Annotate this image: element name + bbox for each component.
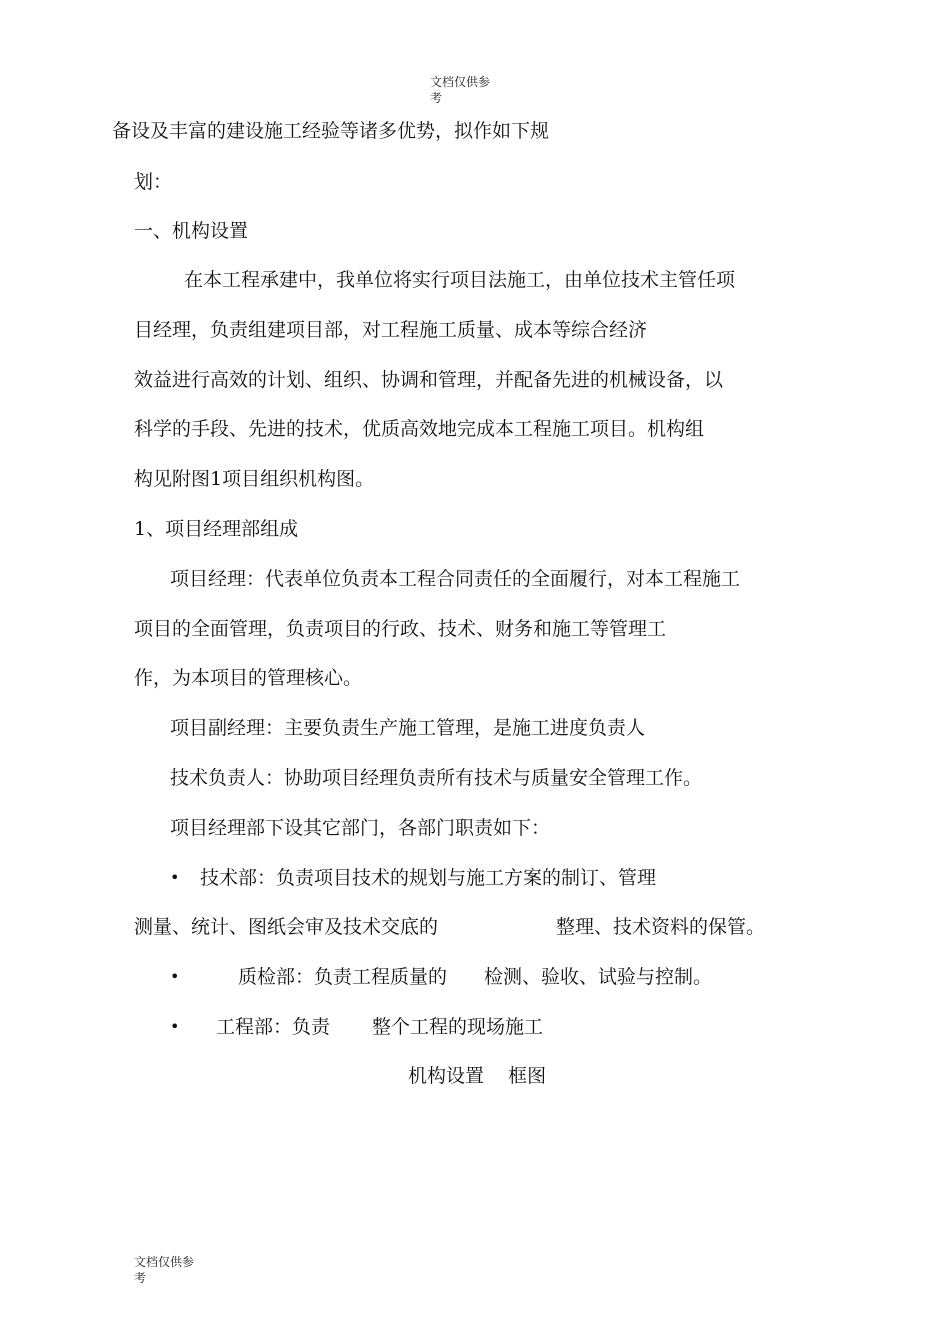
bullet-marker: • (170, 1017, 180, 1036)
paragraph-line: 构见附图1项目组织机构图。 (134, 468, 375, 490)
paragraph-line: 项目副经理：主要负责生产施工管理，是施工进度负责人 (170, 717, 646, 739)
list-item: 技术部：负责项目技术的规划与施工方案的制订、管理 (200, 867, 657, 889)
paragraph-line: 项目经理部下设其它部门，各部门职责如下： (170, 817, 551, 839)
header-line: 考 (430, 91, 443, 105)
paragraph-line: 在本工程承建中，我单位将实行项目法施工，由单位技术主管任项 (184, 269, 736, 291)
figure-caption: 机构设置 框图 (408, 1065, 547, 1087)
list-item: 质检部：负责工程质量的 (238, 966, 448, 988)
list-item: 整个工程的现场施工 (372, 1016, 544, 1038)
paragraph-line: 划： (134, 171, 173, 193)
footer-line: 文档仅供参 (134, 1255, 195, 1269)
section-heading: 1、项目经理部组成 (134, 518, 299, 540)
footer-line: 考 (134, 1271, 147, 1285)
paragraph-line: 备设及丰富的建设施工经验等诸多优势，拟作如下规 (112, 120, 550, 142)
paragraph-line: 整理、技术资料的保管。 (556, 916, 766, 938)
bullet-marker: • (170, 967, 180, 986)
section-heading: 一、机构设置 (134, 220, 249, 242)
bullet-marker: • (170, 868, 180, 887)
header-line: 文档仅供参 (430, 75, 491, 89)
paragraph-line: 项目经理：代表单位负责本工程合同责任的全面履行，对本工程施工 (170, 568, 741, 590)
paragraph-line: 科学的手段、先进的技术，优质高效地完成本工程施工项目。机构组 (134, 418, 705, 440)
paragraph-line: 测量、统计、图纸会审及技术交底的 (134, 916, 439, 938)
page-footer (134, 1254, 214, 1286)
paragraph-line: 作，为本项目的管理核心。 (134, 667, 363, 689)
list-item: 工程部：负责 (216, 1016, 331, 1038)
page-header (430, 74, 510, 106)
list-item: 检测、验收、试验与控制。 (484, 966, 713, 988)
paragraph-line: 目经理，负责组建项目部，对工程施工质量、成本等综合经济 (134, 319, 648, 341)
paragraph-line: 效益进行高效的计划、组织、协调和管理，并配备先进的机械设备，以 (134, 369, 724, 391)
paragraph-line: 技术负责人：协助项目经理负责所有技术与质量安全管理工作。 (170, 767, 703, 789)
paragraph-line: 项目的全面管理，负责项目的行政、技术、财务和施工等管理工 (134, 618, 667, 640)
